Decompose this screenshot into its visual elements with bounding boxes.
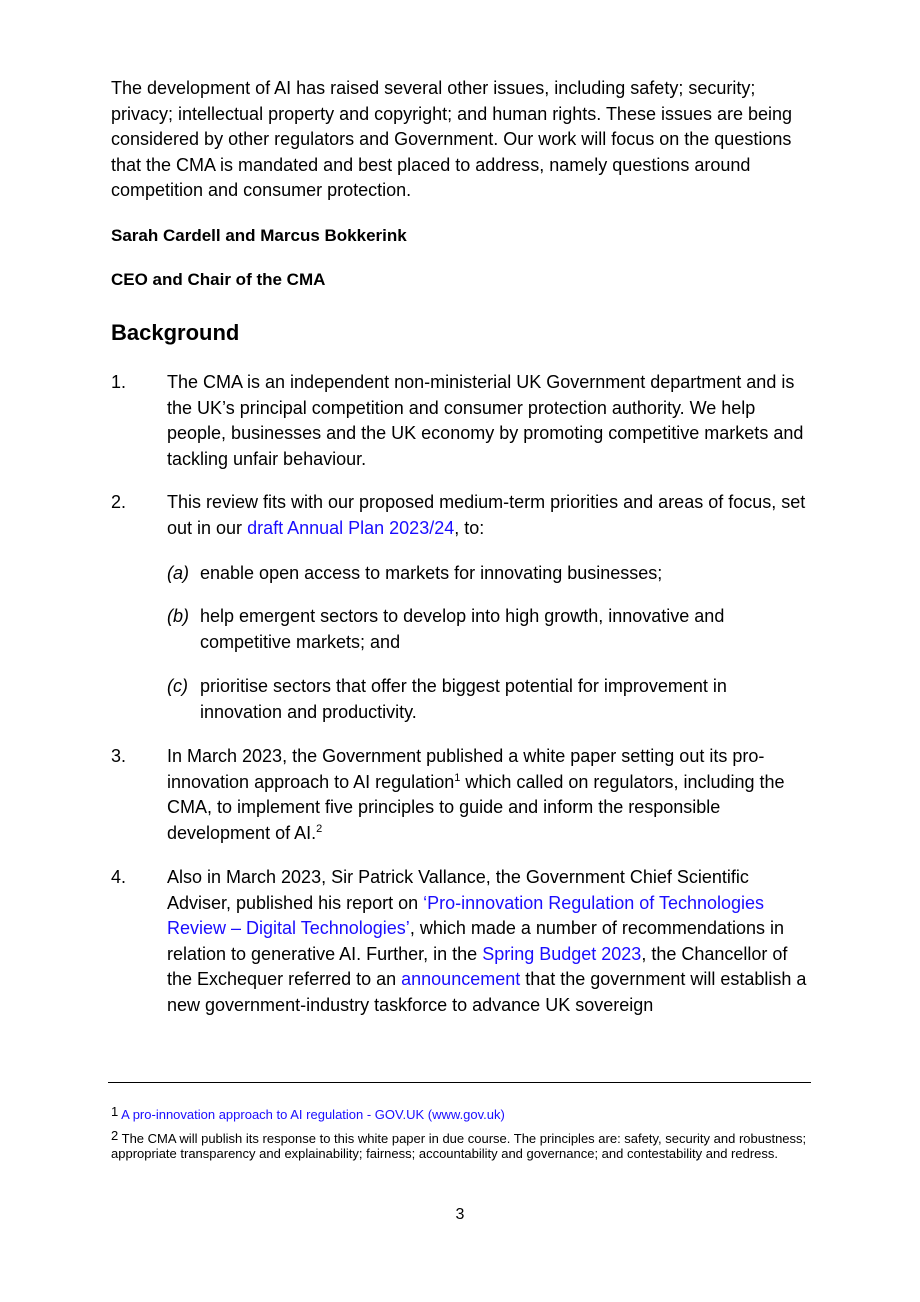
paragraph-text xyxy=(167,865,811,1018)
paragraph-text: The CMA is an independent non-ministerial UK Government department and is the UK’s principal competition and consumer protection authority. We help people, businesses and the UK economy by promoting competitive markets and tackling unfair behaviour. xyxy=(167,372,804,469)
signoff-names: Sarah Cardell and Marcus Bokkerink xyxy=(111,226,407,245)
signoff-role: CEO and Chair of the CMA xyxy=(111,270,326,289)
footnote-ref-1[interactable]: 1 xyxy=(454,771,461,784)
footnote-ref-2[interactable]: 2 xyxy=(316,822,323,835)
paragraph-2 xyxy=(111,490,811,541)
footnote-1-link[interactable]: A pro-innovation approach to AI regulation - GOV.UK (www.gov.uk) xyxy=(121,1107,505,1122)
list-item-label: (b) xyxy=(167,606,189,626)
footnote-divider xyxy=(108,1082,811,1083)
announcement-link[interactable]: announcement xyxy=(401,969,521,989)
paragraph-number: 3. xyxy=(111,746,127,766)
footnote-text: The CMA will publish its response to this white paper in due course. The principles are: safety, security and robustness; appropriate transparency and explainability; fairness; accountability and governance; and contestability and redress. xyxy=(111,1131,807,1161)
draft-annual-plan-link[interactable]: draft Annual Plan 2023/24 xyxy=(247,517,455,538)
intro-paragraph: The development of AI has raised several other issues, including safety; security; privacy; intellectual property and copyright; and human rights. These issues are being considered by other regulators and Government. Our work will focus on the questions that the CMA is mandated and best placed to address, namely questions around competition and consumer protection. xyxy=(111,78,793,200)
footnote-mark: 1 xyxy=(111,1104,119,1119)
paragraph-3 xyxy=(111,744,811,846)
paragraph-number: 4. xyxy=(111,867,127,887)
text-segment: , which made a number of recommendations in relation to generative AI. Further, in the xyxy=(167,918,784,964)
text-segment: which called on regulators, including the CMA, to implement five principles to guide and inform the responsible development of AI. xyxy=(167,771,785,843)
list-item-text: prioritise sectors that offer the biggest potential for improvement in innovation and productivity. xyxy=(200,676,727,722)
spring-budget-link[interactable]: Spring Budget 2023 xyxy=(482,943,642,964)
section-heading: Background xyxy=(111,320,240,345)
list-item xyxy=(167,561,811,587)
text-segment: , to: xyxy=(454,517,485,538)
paragraph-number: 1. xyxy=(111,372,127,392)
list-item-text: help emergent sectors to develop into high growth, innovative and competitive markets; and xyxy=(200,606,725,652)
list-item xyxy=(167,604,811,655)
list-item-label: (c) xyxy=(167,676,188,696)
list-item-text: enable open access to markets for innovating businesses; xyxy=(200,563,663,583)
list-item-label: (a) xyxy=(167,563,189,583)
paragraph-1 xyxy=(111,370,811,472)
paragraph-text xyxy=(167,490,811,541)
list-item xyxy=(167,674,811,725)
text-segment: In March 2023, the Government published a white paper setting out its pro-innovation approach to AI regulation xyxy=(167,746,765,792)
text-segment: This review fits with our proposed medium-term priorities and areas of focus, set out in our xyxy=(167,492,806,538)
text-segment: that the government will establish a new government-industry taskforce to advance UK sovereign xyxy=(167,969,807,1015)
footnote-mark: 2 xyxy=(111,1128,119,1143)
footnote-1 xyxy=(111,1104,811,1122)
paragraph-number: 2. xyxy=(111,492,127,512)
text-segment: , the Chancellor of the Exchequer referred to an xyxy=(167,943,788,989)
footnote-2 xyxy=(111,1128,811,1161)
pro-innovation-review-link[interactable]: ‘Pro-innovation Regulation of Technologies Review – Digital Technologies’ xyxy=(167,892,765,938)
text-segment: Also in March 2023, Sir Patrick Vallance, the Government Chief Scientific Adviser, published his report on xyxy=(167,867,749,913)
paragraph-text xyxy=(167,744,811,846)
page-number: 3 xyxy=(455,1206,465,1223)
paragraph-4 xyxy=(111,865,811,1018)
